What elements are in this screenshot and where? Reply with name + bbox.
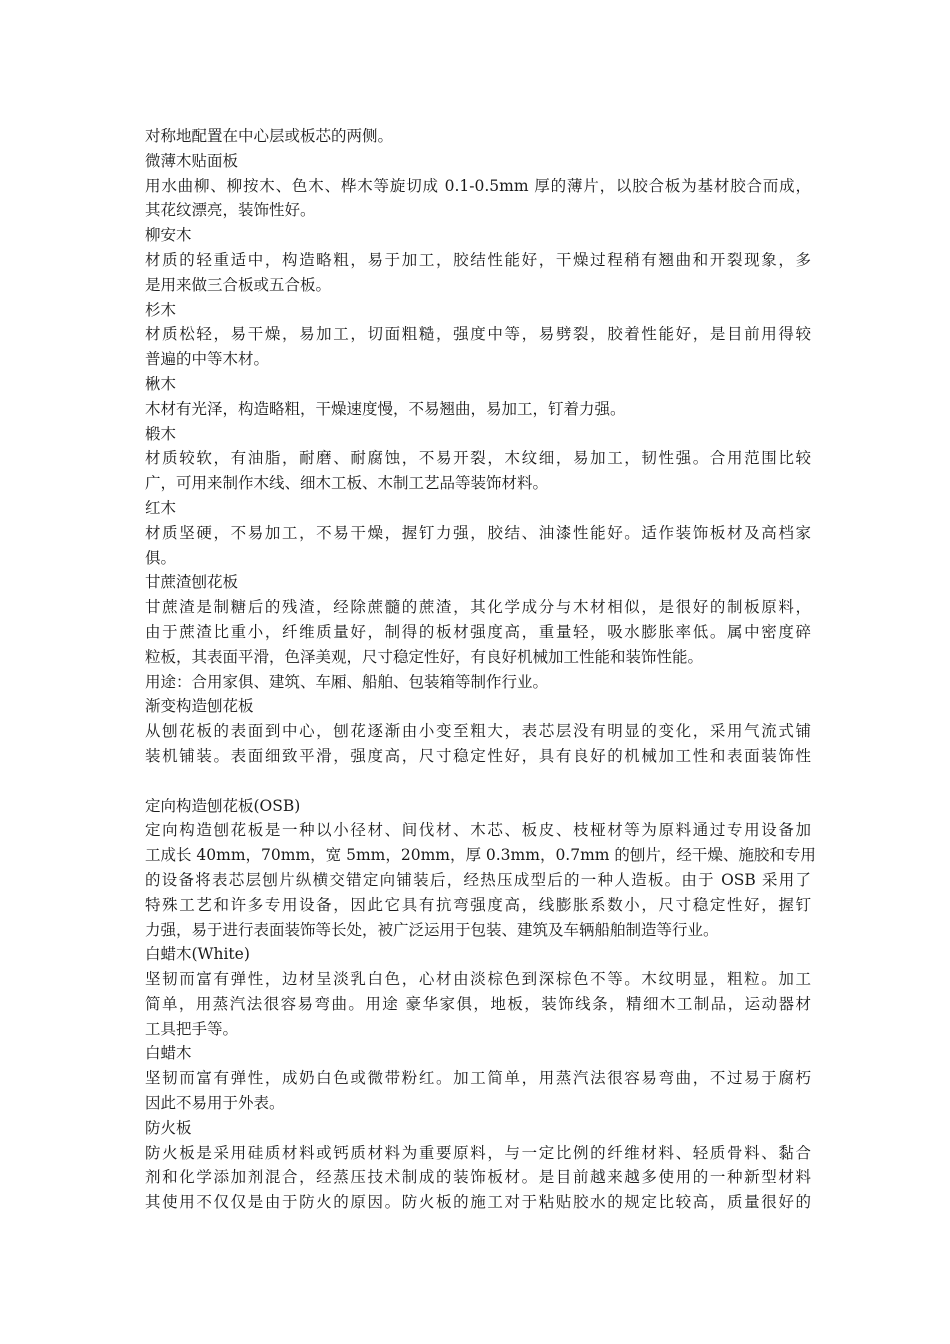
text-line: 坚韧而富有弹性，边材呈淡乳白色，心材由淡棕色到深棕色不等。木纹明显，粗粒。加工 xyxy=(145,970,811,989)
section-heading: 楸木 xyxy=(145,374,177,393)
text-line: 特殊工艺和许多专用设备，因此它具有抗弯强度高，线膨胀系数小，尺寸稳定性好，握钉 xyxy=(145,895,811,914)
document-body xyxy=(145,124,816,1215)
text-line: 用水曲柳、柳按木、色木、桦木等旋切成 0.1-0.5mm 厚的薄片，以胶合板为基材胶合而成， xyxy=(145,176,811,195)
text-line: 对称地配置在中心层或板芯的两侧。 xyxy=(145,127,394,145)
text-line: 材质较软，有油脂，耐磨、耐腐蚀，不易开裂，木纹细，易加工，韧性强。合用范围比较 xyxy=(145,449,811,468)
text-line: 木材有光泽，构造略粗，干燥速度慢，不易翘曲，易加工，钉着力强。 xyxy=(145,399,626,418)
text-line: 简单，用蒸汽法很容易弯曲。用途 豪华家俱，地板，装饰线条，精细木工制品，运动器材 xyxy=(145,994,811,1013)
text-line: 防火板是采用硅质材料或钙质材料为重要原料，与一定比例的纤维材料、轻质骨料、黏合 xyxy=(145,1143,811,1162)
section-heading: 柳安木 xyxy=(145,226,192,245)
text-line: 坚韧而富有弹性，成奶白色或微带粉红。加工简单，用蒸汽法很容易弯曲，不过易于腐朽 xyxy=(145,1069,811,1088)
section-heading: 椴木 xyxy=(145,424,177,443)
section-heading: 杉木 xyxy=(145,300,177,319)
text-line: 俱。 xyxy=(145,548,177,567)
text-line: 用途：合用家俱、建筑、车厢、船舶、包装箱等制作行业。 xyxy=(145,672,549,691)
text-line: 的设备将表芯层刨片纵横交错定向铺装后，经热压成型后的一种人造板。由于 OSB 采用了 xyxy=(145,870,811,889)
text-line: 其花纹漂亮，装饰性好。 xyxy=(145,201,316,220)
text-line: 材质的轻重适中，构造略粗，易于加工，胶结性能好，干燥过程稍有翘曲和开裂现象，多 xyxy=(145,250,811,269)
section-heading: 防火板 xyxy=(145,1118,192,1137)
text-line: 工成长 40mm，70mm，宽 5mm，20mm，厚 0.3mm，0.7mm 的刨片，经干燥、施胶和专用 xyxy=(145,846,816,865)
text-line: 因此不易用于外表。 xyxy=(145,1094,285,1113)
text-line: 其使用不仅仅是由于防火的原因。防火板的施工对于粘贴胶水的规定比较高，质量很好的 xyxy=(145,1193,811,1212)
blank-line xyxy=(145,769,811,794)
section-heading: 甘蔗渣刨花板 xyxy=(145,573,239,592)
text-line: 工具把手等。 xyxy=(145,1019,239,1038)
text-line: 甘蔗渣是制糖后的残渣，经除蔗髓的蔗渣，其化学成分与木材相似，是很好的制板原料， xyxy=(145,598,811,617)
text-line: 普遍的中等木材。 xyxy=(145,350,270,369)
text-line: 广，可用来制作木线、细木工板、木制工艺品等装饰材料。 xyxy=(145,474,549,493)
section-heading: 定向构造刨花板(OSB) xyxy=(145,796,301,815)
text-line: 从刨花板的表面到中心，刨花逐渐由小变至粗大，表芯层没有明显的变化，采用气流式铺 xyxy=(145,722,811,741)
section-heading: 微薄木贴面板 xyxy=(145,151,239,170)
text-line: 材质松轻，易干燥，易加工，切面粗糙，强度中等，易劈裂，胶着性能好，是目前用得较 xyxy=(145,325,811,344)
section-heading: 白蜡木 xyxy=(145,1044,192,1063)
text-line: 粒板，其表面平滑，色泽美观，尺寸稳定性好，有良好机械加工性能和装饰性能。 xyxy=(145,647,704,666)
section-heading: 渐变构造刨花板 xyxy=(145,697,254,716)
text-line: 材质坚硬，不易加工，不易干燥，握钉力强，胶结、油漆性能好。适作装饰板材及高档家 xyxy=(145,523,811,542)
section-heading: 红木 xyxy=(145,498,177,517)
section-heading: 白蜡木(White) xyxy=(145,945,250,964)
text-line: 力强，易于进行表面装饰等长处，被广泛运用于包装、建筑及车辆船舶制造等行业。 xyxy=(145,920,719,939)
text-line: 装机铺装。表面细致平滑，强度高，尺寸稳定性好，具有良好的机械加工性和表面装饰性 xyxy=(145,746,811,765)
text-line: 剂和化学添加剂混合，经蒸压技术制成的装饰板材。是目前越来越多使用的一种新型材料 xyxy=(145,1168,811,1187)
text-line: 由于蔗渣比重小，纤维质量好，制得的板材强度高，重量轻，吸水膨胀率低。属中密度碎 xyxy=(145,622,811,641)
text-line: 是用来做三合板或五合板。 xyxy=(145,275,332,294)
text-line: 定向构造刨花板是一种以小径材、间伐材、木芯、板皮、枝桠材等为原料通过专用设备加 xyxy=(145,821,811,840)
